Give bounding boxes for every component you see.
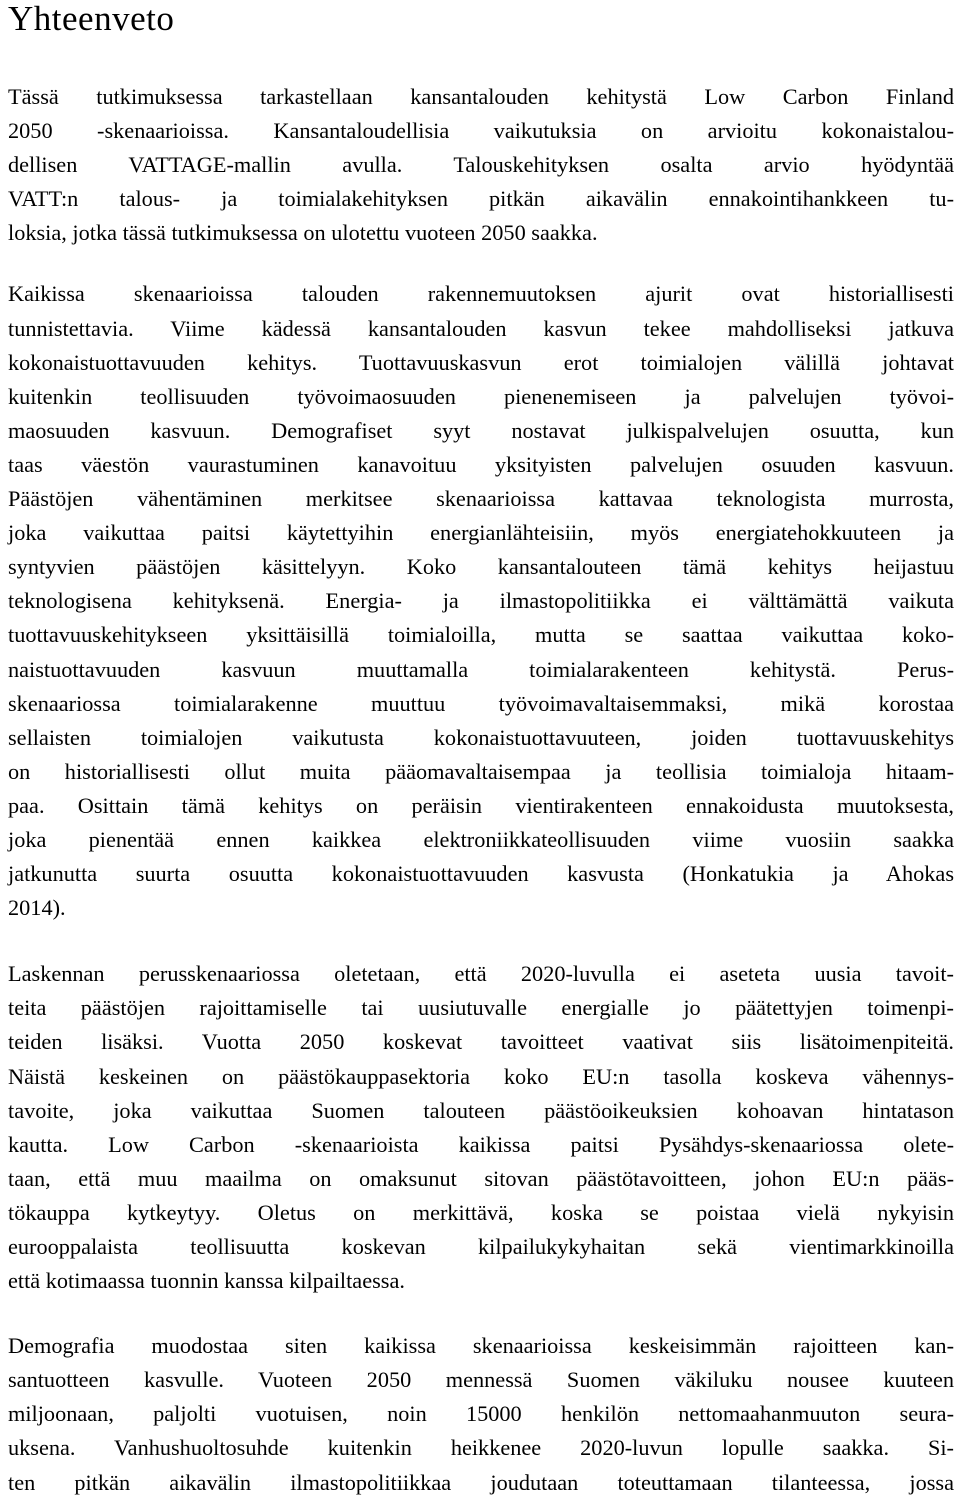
text-line: kuitenkin teollisuuden työvoimaosuuden pienenemiseen ja palvelujen työvoi- [8,383,954,409]
text-line: ten pitkän aikavälin ilmastopolitiikkaa joudutaan toteuttamaan tilanteessa, jossa [8,1469,954,1495]
text-line: 2014). [8,895,66,921]
section-heading: Yhteenveto [8,0,175,38]
text-line: teita päästöjen rajoittamiselle tai uusiutuvalle energialle jo päätettyjen toimenpi- [8,995,954,1021]
text-line: santuotteen kasvulle. Vuoteen 2050 mennessä Suomen väkiluku nousee kuuteen [8,1367,954,1393]
summary-paragraph-4 [8,1329,954,1499]
text-line: joka pienentää ennen kaikkea elektroniikkateollisuuden viime vuosiin saakka [8,826,954,852]
text-line: on historiallisesti ollut muita pääomavaltaisempaa ja teollisia toimialoja hitaam- [8,758,954,784]
text-line: 2050 -skenaarioissa. Kansantaloudellisia vaikutuksia on arvioitu kokonaistalou- [8,118,954,144]
text-line: että kotimaassa tuonnin kanssa kilpailtaessa. [8,1268,405,1294]
text-line: taas väestön vaurastuminen kanavoituu yksityisten palvelujen osuuden kasvuun. [8,451,954,477]
document-page [8,0,954,1500]
text-line: sellaisten toimialojen vaikutusta kokonaistuottavuuteen, joiden tuottavuuskehitys [8,724,954,750]
text-line: miljoonaan, paljolti vuotuisen, noin 15000 henkilön nettomaahanmuuton seura- [8,1401,954,1427]
text-line: kokonaistuottavuuden kehitys. Tuottavuuskasvun erot toimialojen välillä johtavat [8,349,954,375]
summary-paragraph-3 [8,957,954,1298]
text-line: naistuottavuuden kasvuun muuttamalla toimialarakenteen kehitystä. Perus- [8,656,954,682]
text-line: teknologisena kehityksenä. Energia- ja ilmastopolitiikka ei välttämättä vaikuta [8,588,954,614]
text-line: Laskennan perusskenaariossa oletetaan, että 2020-luvulla ei aseteta uusia tavoit- [8,961,954,987]
text-line: jatkunutta suurta osuutta kokonaistuottavuuden kasvusta (Honkatukia ja Ahokas [8,861,954,887]
text-line: dellisen VATTAGE-mallin avulla. Talouskehityksen osalta arvio hyödyntää [8,152,954,178]
text-line: Tässä tutkimuksessa tarkastellaan kansantalouden kehitystä Low Carbon Finland [8,84,954,109]
text-line: kautta. Low Carbon -skenaarioista kaikissa paitsi Pysähdys-skenaariossa olete- [8,1131,954,1157]
text-line: taan, että muu maailma on omaksunut sitovan päästötavoitteen, johon EU:n pääs- [8,1165,954,1191]
text-line: VATT:n talous- ja toimialakehityksen pitkän aikavälin ennakointihankkeen tu- [8,186,954,212]
text-line: eurooppalaista teollisuutta koskevan kilpailukykyhaitan sekä vientimarkkinoilla [8,1234,954,1259]
text-line: syntyvien päästöjen käsittelyyn. Koko kansantalouteen tämä kehitys heijastuu [8,554,954,580]
summary-paragraph-1 [8,80,954,250]
text-line: joka vaikuttaa paitsi käytettyihin energianlähteisiin, myös energiatehokkuuteen ja [8,520,954,546]
text-line: teiden lisäksi. Vuotta 2050 koskevat tavoitteet vaativat siis lisätoimenpiteitä. [8,1029,954,1055]
text-line: Demografia muodostaa siten kaikissa skenaarioissa keskeisimmän rajoitteen kan- [8,1333,954,1359]
text-line: paa. Osittain tämä kehitys on peräisin vientirakenteen ennakoidusta muutoksesta, [8,792,954,818]
text-line: tökauppa kytkeytyy. Oletus on merkittävä, koska se poistaa vielä nykyisin [8,1199,954,1225]
text-line: skenaariossa toimialarakenne muuttuu työvoimavaltaisemmaksi, mikä korostaa [8,690,954,716]
text-line: loksia, jotka tässä tutkimuksessa on ulotettu vuoteen 2050 saakka. [8,220,598,246]
summary-paragraph-2 [8,277,954,925]
text-line: maosuuden kasvuun. Demografiset syyt nostavat julkispalvelujen osuutta, kun [8,417,954,443]
text-line: Kaikissa skenaarioissa talouden rakennemuutoksen ajurit ovat historiallisesti [8,281,954,307]
text-line: Näistä keskeinen on päästökauppasektoria koko EU:n tasolla koskeva vähennys- [8,1063,954,1089]
text-line: tavoite, joka vaikuttaa Suomen talouteen päästöoikeuksien kohoavan hintatason [8,1097,954,1123]
text-line: Päästöjen vähentäminen merkitsee skenaarioissa kattavaa teknologista murrosta, [8,486,954,512]
text-line: uksena. Vanhushuoltosuhde kuitenkin heikkenee 2020-luvun lopulle saakka. Si- [8,1435,954,1461]
text-line: tunnistettavia. Viime kädessä kansantalouden kasvun tekee mahdolliseksi jatkuva [8,315,954,341]
text-line: tuottavuuskehitykseen yksittäisillä toimialoilla, mutta se saattaa vaikuttaa koko- [8,622,954,648]
